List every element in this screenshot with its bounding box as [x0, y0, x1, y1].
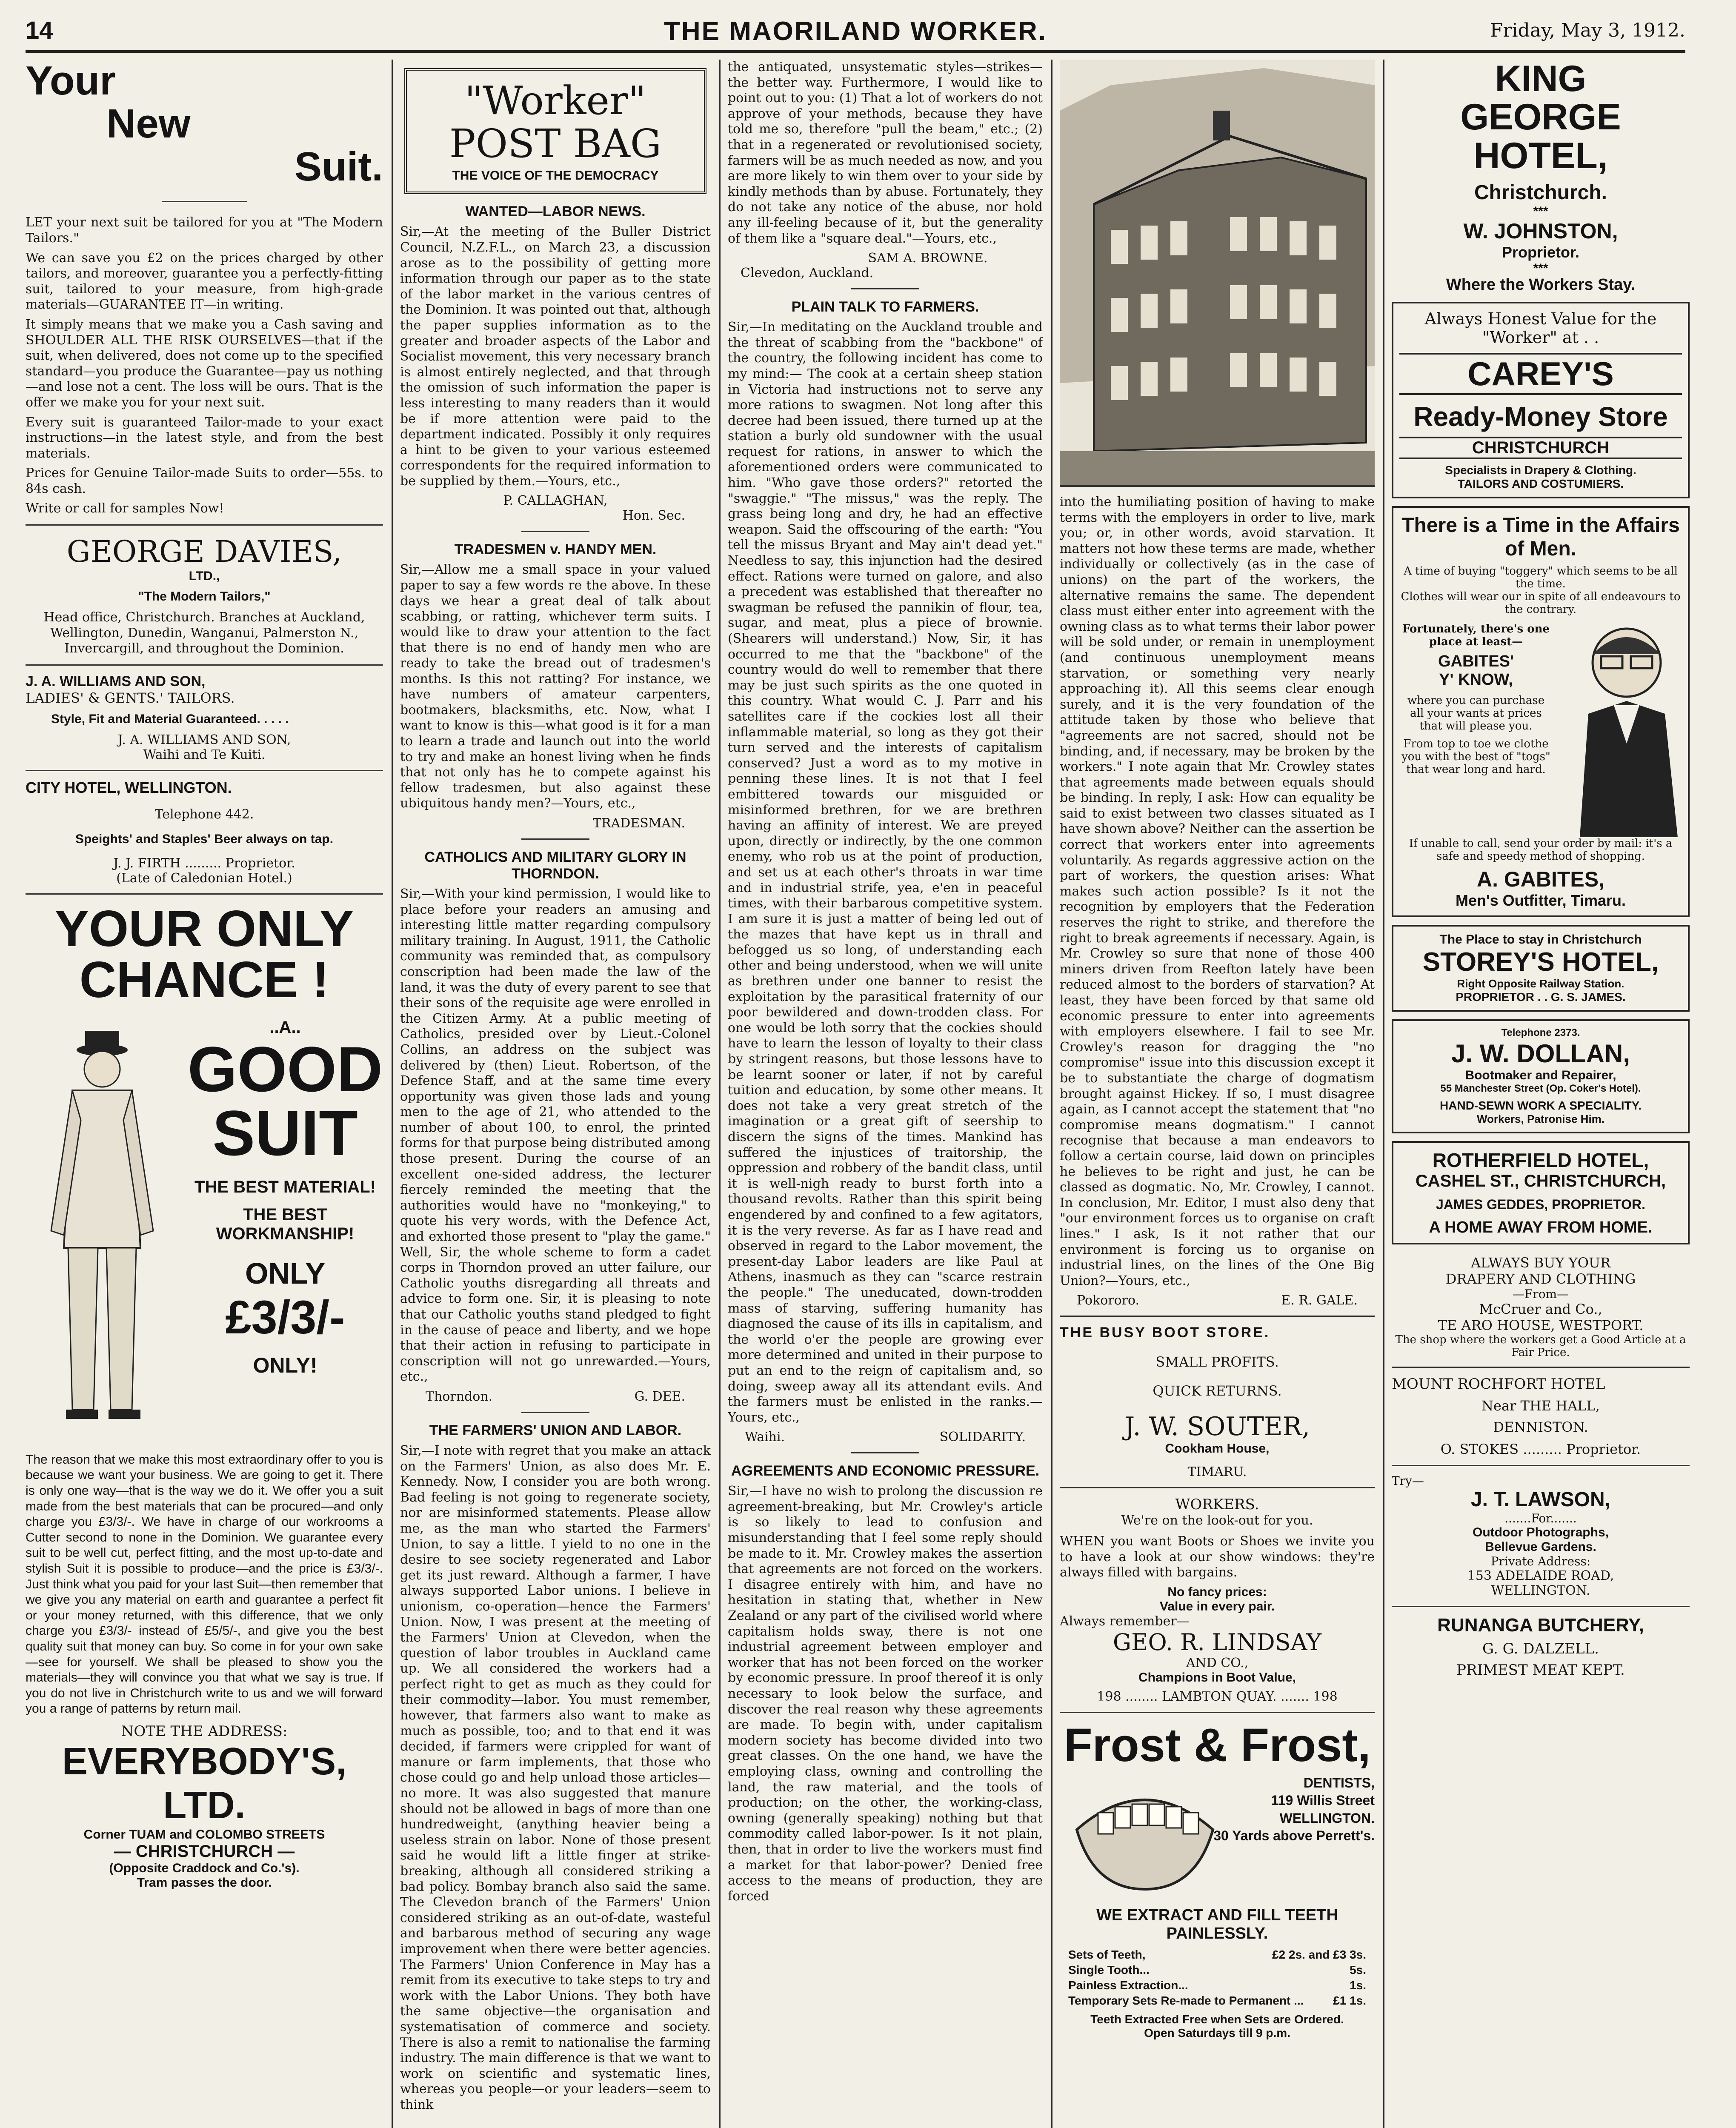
ad-text: Every suit is guaranteed Tailor-made to your exact instructions—in the latest style, and from the best materials. [26, 415, 383, 461]
ad-title: Frost & Frost, [1064, 1719, 1371, 1772]
ad-title: GEO. R. LINDSAY [1113, 1629, 1322, 1656]
ad-text: Write or call for samples Now! [26, 501, 224, 516]
letter-place: Pokororo. [1077, 1293, 1140, 1308]
price-item: Single Tooth... [1068, 1963, 1150, 1976]
ad-text: Value in every pair. [1159, 1599, 1275, 1614]
ad-headline: GOOD [187, 1033, 383, 1105]
ad-text: ONLY! [253, 1353, 317, 1377]
ad-figure-block [26, 1018, 383, 1452]
divider [521, 531, 589, 532]
ad-text: —From— [1512, 1287, 1569, 1301]
ad-text: Open Saturdays till 9 p.m. [1144, 2026, 1290, 2039]
ad-text: WE EXTRACT AND FILL TEETH [1096, 1906, 1338, 1924]
ad-frost-frost [1060, 1721, 1375, 2040]
column-rule [719, 60, 721, 2128]
ad-text: ONLY [245, 1256, 326, 1290]
gentleman-portrait-icon [1563, 616, 1682, 837]
divider [162, 201, 247, 202]
masthead [26, 16, 1685, 53]
hotel-building-illustration [1060, 60, 1375, 485]
ad-text: PROPRIETOR . . G. S. JAMES. [1456, 990, 1626, 1004]
letter [400, 849, 711, 1404]
ad-text: THE BEST MATERIAL! [194, 1177, 376, 1196]
letter [400, 1422, 711, 2113]
ad-text: Corner TUAM and COLOMBO STREETS [83, 1827, 325, 1842]
ad-text: Private Address: [1490, 1554, 1591, 1569]
ad-text: Fortunately, there's one place at least— [1402, 623, 1550, 649]
ad-dollan [1392, 1019, 1690, 1133]
ad-your-only-chance [26, 900, 383, 1890]
letter [728, 1463, 1043, 1904]
ad-city-hotel [26, 779, 383, 886]
ad-text: JAMES GEDDES, PROPRIETOR. [1436, 1197, 1645, 1213]
divider [26, 893, 383, 895]
ad-text: 30 Yards above Perrett's. [1213, 1828, 1375, 1844]
ad-text: ALWAYS BUY YOUR [1470, 1255, 1611, 1271]
ad-text: The reason that we make this most extraordinary offer to you is because we want your business. We are going to get it. There is only one way—that is the way we do it. We offer you a suit made from the best materials that can be procured—and only charge you £3/3/-. We have in charge of our workrooms a Cutter second to none in the Dominion. We guarantee every suit to be well cut, perfect fitting, and the most up-to-date and stylish Suit it is possible to produce—and the price is £3/3/-. Just think what you paid for your last Suit—then remember that we give you any material on earth and guarantee a perfect fit or your money returned, with this difference, that we only charge you £3/3/- instead of £5/5/-, and give you the best quality suit that money can buy. So come in for your own sake—see for yourself. We shall be pleased to show you the materials—they will convince you that what we say is true. If you do not live in Christchurch write to us and we will forward you a range of patterns by return mail. [26, 1452, 383, 1716]
ad-text: Telephone 2373. [1501, 1027, 1580, 1039]
ad-lawson [1392, 1474, 1690, 1598]
ad-title: J. W. SOUTER, [1124, 1412, 1310, 1442]
ad-gabites-body [1399, 616, 1682, 837]
ad-text: Cookham House, [1165, 1442, 1270, 1456]
price-value: £2 2s. and £3 3s. [1272, 1948, 1366, 1961]
section-subtitle: THE VOICE OF THE DEMOCRACY [452, 169, 659, 183]
ad-text: WELLINGTON. [1491, 1583, 1590, 1599]
letter-signature: Hon. Sec. [622, 508, 685, 523]
divider [851, 1452, 919, 1453]
price-row [1060, 1978, 1375, 1993]
column-2 [400, 60, 711, 2128]
ad-text: Proprietor. [1501, 243, 1580, 261]
ad-rotherfield-hotel [1392, 1141, 1690, 1244]
ad-text: A HOME AWAY FROM HOME. [1429, 1218, 1653, 1237]
ad-text: CHRISTCHURCH [1399, 437, 1682, 459]
letter-signature-row [400, 1389, 711, 1404]
price-list [1060, 1947, 1375, 2008]
ad-price: £3/3/- [225, 1291, 345, 1344]
ad-title: GEORGE [1460, 97, 1621, 138]
ad-text: HAND-SEWN WORK A SPECIALITY. [1440, 1099, 1642, 1113]
headline-line: Suit. [295, 143, 383, 189]
ad-title: Y' KNOW, [1439, 671, 1513, 689]
ad-text: (Opposite Craddock and Co.'s). [109, 1861, 300, 1875]
ad-text: LET your next suit be tailored for you at "The Modern Tailors." [26, 215, 383, 246]
ad-subtitle: LTD., [189, 569, 220, 583]
ad-text: WHEN you want Boots or Shoes we invite you to have a look at our show windows: they're always filled with bargains. [1060, 1534, 1375, 1580]
price-item: Painless Extraction... [1068, 1978, 1188, 1992]
letter-body: Sir,—I note with regret that you make an attack on the Farmers' Union, as also does Mr. E. Kennedy. Now, I consider you are both wrong. Bad feeling is not going to regenerate society, nor are misinformed statements. Please allow me, as the man who started the Farmers' Union, to say a little. I yield to no one in the desire to see society regenerated and Labor get its just reward. Although a farmer, I have always supported Labor unions. I believe in unionism, co-operation—hence the Farmers' Union. Now, I was present at the meeting of the Farmers' Union at Clevedon, when the question of labor troubles in Auckland came up. We all considered the workers had a perfect right to get as much as they could for their commodity—labor. You must remember, however, that farmers also want to make as much as possible, too; and to that end it was decided, if farmers were crippled for want of manure or farm implements, that those who chose could go and help unload those articles—no more. It was also suggested that manure should not be allowed in bags of more than one hundredweight, (anything heavier being a useless strain on labor. None of those present said he would lift a little finger at strike-breaking, although all considered striking a bad policy. Bombay branch also said the same. The Clevedon branch of the Farmers' Union considered striking as an out-of-date, wasteful and barbarous method of securing any wage improvement when there were better agencies. The Farmers' Union Conference in May has a remit from its executive to take steps to try and work with the Labor Unions. They both have the same objective—the organisation and systematisation of commerce and society. There is also a remit to nationalise the farming industry. The main difference is that we want to work on scientific and systematic lines, whereas you people—or your leaders—seem to think [400, 1443, 711, 2112]
ad-title: Ready-Money Store [1413, 401, 1668, 432]
letter-heading: CATHOLICS AND MILITARY GLORY IN THORNDON. [424, 849, 686, 882]
ad-title: GABITES' [1438, 652, 1514, 671]
divider [1060, 1712, 1375, 1713]
ad-text: 198 ........ LAMBTON QUAY. ....... 198 [1097, 1689, 1338, 1705]
letter [728, 299, 1043, 1444]
ad-text: Teeth Extracted Free when Sets are Ordered. [1090, 2012, 1344, 2026]
ad-text: (Late of Caledonian Hotel.) [116, 870, 292, 886]
ad-text: *** [1533, 204, 1548, 218]
headline-line: Your [26, 60, 116, 103]
letter-heading: WANTED—LABOR NEWS. [465, 203, 646, 220]
section-title: "Worker" POST BAG [449, 78, 662, 167]
ad-text: G. G. DALZELL. [1482, 1640, 1599, 1658]
ad-text: Waihi and Te Kuiti. [143, 747, 266, 762]
ad-text: NOTE THE ADDRESS: [121, 1722, 288, 1740]
suited-man-icon [34, 1027, 170, 1435]
ad-text: 55 Manchester Street (Op. Coker's Hotel). [1440, 1083, 1641, 1095]
ad-title: RUNANGA BUTCHERY, [1437, 1615, 1644, 1636]
column-4 [1060, 60, 1375, 2128]
ad-text: Near THE HALL, [1481, 1398, 1600, 1414]
ad-williams [26, 673, 383, 762]
ad-title: KING [1495, 60, 1587, 99]
ad-text: AND CO., [1186, 1656, 1249, 1671]
ad-mount-rochfort [1392, 1376, 1690, 1457]
price-value: 1s. [1350, 1978, 1366, 1992]
ad-title: A. GABITES, [1476, 867, 1605, 892]
letter [400, 541, 711, 831]
price-row [1060, 1962, 1375, 1978]
ad-title: CITY HOTEL, WELLINGTON. [26, 778, 232, 796]
ad-text: It simply means that we make you a Cash saving and SHOULDER ALL THE RISK OURSELVES—that if the suit, when delivered, does not come up to the specified standard—you produce the Guarantee—pay us nothing—and lose not a cent. The loss will be ours. That is the offer we make you for your next suit. [26, 317, 383, 410]
ad-headline: SUIT [212, 1097, 358, 1169]
ad-george-davies [26, 534, 383, 657]
ad-text: Telephone 442. [154, 807, 254, 822]
price-row [1060, 1993, 1375, 2008]
ad-title: J. W. DOLLAN, [1451, 1039, 1630, 1068]
ad-text: Tram passes the door. [137, 1875, 272, 1890]
column-rule [1051, 60, 1052, 2128]
ad-text: — CHRISTCHURCH — [114, 1842, 295, 1861]
divider [26, 664, 383, 666]
divider [521, 838, 589, 840]
ad-text: Always Honest Value for the "Worker" at . . [1424, 309, 1657, 347]
letter-signature: SOLIDARITY. [939, 1430, 1026, 1445]
letter-place: Clevedon, Auckland. [741, 266, 874, 281]
divider [521, 1412, 589, 1413]
ad-text: Right Opposite Railway Station. [1457, 977, 1624, 990]
ad-text: DENNISTON. [1493, 1419, 1588, 1436]
ad-text: .......For....... [1504, 1511, 1577, 1526]
ad-title: GEORGE DAVIES, [66, 534, 342, 569]
headline-line: New [106, 100, 191, 146]
price-item: Sets of Teeth, [1068, 1948, 1146, 1961]
ad-storeys-hotel [1392, 925, 1690, 1012]
ad-text: No fancy prices: [1167, 1585, 1267, 1599]
ad-text: Where the Workers Stay. [1446, 275, 1636, 294]
ad-text: WELLINGTON. [1279, 1810, 1375, 1826]
column-3 [728, 60, 1043, 2128]
ad-text: where you can purchase all your wants at prices that will please you. [1407, 694, 1545, 733]
ad-text: Bootmaker and Repairer, [1465, 1068, 1616, 1083]
ad-text: Christchurch. [1474, 181, 1607, 204]
ad-text: Try— [1392, 1474, 1424, 1488]
ad-title: There is a Time in the Affairs of Men. [1401, 514, 1680, 561]
ad-headline: CHANCE ! [79, 951, 329, 1008]
column-1 [26, 60, 383, 2128]
ad-gabites [1392, 506, 1690, 917]
ad-text: W. JOHNSTON, [1463, 219, 1618, 243]
ad-text: Always remember— [1060, 1614, 1190, 1629]
price-value: £1 1s. [1333, 1994, 1366, 2007]
ad-title: HOTEL, [1473, 135, 1608, 176]
letter [400, 203, 711, 523]
ad-text: PAINLESSLY. [1166, 1924, 1268, 1942]
price-item: Temporary Sets Re-made to Permanent ... [1068, 1994, 1304, 2007]
letter-body: Sir,—With your kind permission, I would like to place before your readers an amusing and interesting little matter regarding compulsory military training. In August, 1911, the Catholic community was reminded that, as compulsory conscription had been made the law of the land, it was the duty of every parent to see that their sons of the requisite age were enrolled in the Citizen Army. At a public meeting of Catholics, presided over by Lieut.-Colonel Collins, an address on the subject was delivered by (then) Lieut. Robertson, of the Defence Staff, and at the same time every opportunity was given those lads and young men to the age of 21, who attended to the number of about 100, to enrol, the printed forms for that purpose being distributed among those present. During the course of an excellent one-sided address, the lecturer fiercely reminded the meeting that the authorities would have no "monkeying," to quote his very words, with the Defence Act, and exhorted those present to "play the game." Well, Sir, the whole scheme to form a cadet corps in Thorndon proved an utter failure, our Catholic youths disregarding all threats and advice to form one. Sir, it is pleasing to note that our Catholic youths stand pledged to fight in the cause of peace and liberty, and we hope that their action in refusing to participate in conscription will not go unrewarded.—Yours, etc., [400, 886, 711, 1384]
ad-text: Men's Outfitter, Timaru. [1456, 892, 1626, 910]
letter-signature: TRADESMAN. [592, 815, 685, 831]
ad-store-name: EVERYBODY'S, LTD. [62, 1740, 347, 1827]
issue-date: Friday, May 3, 1912. [1490, 20, 1685, 41]
ad-king-george-hotel [1392, 60, 1690, 294]
ad-title: J. T. LAWSON, [1470, 1488, 1611, 1511]
column-5 [1392, 60, 1690, 2128]
dentures-icon [1068, 1779, 1221, 1898]
column-rule [1383, 60, 1384, 2128]
page-number: 14 [26, 17, 53, 44]
divider [1060, 1487, 1375, 1488]
ad-text: Clothes will wear our in spite of all endeavours to the contrary. [1401, 590, 1681, 616]
ad-text: SMALL PROFITS. [1155, 1354, 1279, 1370]
letter-heading: THE FARMERS' UNION AND LABOR. [429, 1422, 682, 1439]
ad-text: Speights' and Staples' Beer always on tap. [75, 832, 334, 846]
ad-text: Style, Fit and Material Guaranteed. . . . . [51, 712, 289, 726]
ad-text: Bellevue Gardens. [1485, 1540, 1596, 1554]
ad-text: CASHEL ST., CHRISTCHURCH, [1415, 1172, 1666, 1191]
ad-dentist-block [1060, 1770, 1375, 1906]
letter-body: Sir,—Allow me a small space in your valued paper to say a few words re the above. In these days we hear a great deal of talk about scabbing, or ratting, whichever term suits. I would like to draw your attention to the fact that there is no end of handy men who are ready to take the bread out of tradesmen's months. Is this not ratting? For instance, we have numbers of amateur carpenters, bootmakers, blacksmiths, etc. Now, what I want to know is this—what good is it for a man to learn a trade and launch out into the world to try and make an honest living when he finds that not only has he to compete against his fellow tradesmen, but also against these ubiquitous handy men?—Yours, etc., [400, 562, 711, 811]
letter-body: into the humiliating position of having to make terms with the employers in order to live, mark you; or, in other words, avoid starvation. It matters not how these terms are made, whether individually or collectively (as in the case of unions) on the part of the workers, the alternative remains the same. The dependent class must either enter into agreement with the owning class as to what terms their labor power will be sold under, or remain in unemployment (and continuous unemployment means starvation, or something very nearly approaching it). All this seems clear enough surely, and it is the very foundation of the attitude taken by those who believe that "agreements are not sacred, should not be binding, and, if necessary, may be broken by the workers." I note again that Mr. Crowley states that agreements made between equals should be binding. In reply, I ask: How can equality be said to exist between two classes situated as I have shown above? Neither can the assertion be correct that workers enter into agreements voluntarily. As regards aggressive action on the part of workers, the question arises: What makes such action possible? Is it not the recognition by employers that the Federation reserves the right to strike, and therefore the right to break agreements if necessary. Again, is Mr. Crowley so sure that none of those 400 miners driven from Reefton lately have been reduced almost to the borders of starvation? At least, they have been forced by that same old economic pressure to enter into agreements with employers elsewhere. I fail to see Mr. Crowley's reason for dragging the "no compromise" issue into this discussion except it be to substantiate the charge of dogmatism brought against Hickey. If so, I must disagree again, as I cannot accept the statement that "no compromise means dogmatism." I cannot recognise that because a man endeavors to follow a certain course, laid down on principles he believes to be right and just, he can be classed as dogmatic. No, Mr. Crowley, I cannot. In conclusion, Mr. Editor, I must also deny that "our environment forces us to organise on craft lines." I ask, Is it not rather that our environment is forcing us to organise on industrial lines, on the lines of the One Big Union?—Yours, etc., [1060, 495, 1375, 1288]
ad-text: TIMARU. [1187, 1464, 1247, 1480]
ad-careys [1392, 302, 1690, 498]
post-bag-banner [404, 68, 706, 194]
ad-text: THE BEST WORKMANSHIP! [216, 1205, 355, 1243]
ad-lindsay [1060, 1496, 1375, 1704]
column-rule [392, 60, 393, 2128]
ad-text: Specialists in Drapery & Clothing. [1445, 463, 1636, 477]
ad-text: The shop where the workers get a Good Article at a Fair Price. [1395, 1333, 1686, 1359]
ad-text: DENTISTS, [1303, 1775, 1375, 1790]
ad-text: O. STOKES ......... Proprietor. [1440, 1441, 1641, 1458]
ad-tagline: "The Modern Tailors," [138, 589, 271, 604]
letter-heading: PLAIN TALK TO FARMERS. [791, 299, 979, 315]
ad-text: 153 ADELAIDE ROAD, [1467, 1568, 1614, 1584]
ad-title: STOREY'S HOTEL, [1422, 947, 1659, 977]
ad-title: J. A. WILLIAMS AND SON, [26, 673, 206, 689]
ad-text: The Place to stay in Christchurch [1439, 932, 1642, 947]
ad-text: ..A.. [269, 1018, 301, 1037]
ad-text: PRIMEST MEAT KEPT. [1456, 1662, 1625, 1679]
letter-signature: G. DEE. [634, 1389, 685, 1404]
ad-text: 119 Willis Street [1271, 1793, 1375, 1808]
letter-signature: E. R. GALE. [1281, 1293, 1358, 1308]
ad-mccruer [1392, 1255, 1690, 1359]
ad-headline [26, 60, 383, 188]
newspaper-title: THE MAORILAND WORKER. [664, 17, 1047, 46]
ad-title: CAREY'S [1399, 353, 1682, 395]
ad-text: TE ARO HOUSE, WESTPORT. [1438, 1317, 1644, 1334]
divider [851, 288, 919, 289]
price-row [1060, 1947, 1375, 1962]
ad-text: From top to toe we clothe you with the best of "togs" that wear long and hard. [1401, 738, 1550, 776]
letter-signature: SAM A. BROWNE. [868, 251, 988, 266]
letter-body: Sir,—I have no wish to prolong the discussion re agreement-breaking, but Mr. Crowley's article is so likely to lead to confusion and misunderstanding that I feel some reply should be made to it. Mr. Crowley makes the assertion that agreements are not forced on the workers. I disagree entirely with him, and have no hesitation in stating that, whether in New Zealand or any part of the civilised world where capitalism holds sway, there is not one industrial agreement between employer and worker that has not been forced on the worker by economic pressure. In proof thereof it is only necessary to look below the surface, and discover the real reason why these agreements are made. To begin with, under capitalism modern society has become divided into two great classes. On the one hand, we have the employing class, owning and controlling the land, the raw material, and the tools of production; on the other, the working-class, owning (generally speaking) nothing but that commodity called labor-power. Is it not plain, then, that in order to live the workers must find a market for that labor-power? Denied free access to the means of production, they are forced [728, 1484, 1043, 1904]
ad-title: WORKERS. [1175, 1496, 1259, 1513]
ad-text: J. A. WILLIAMS AND SON, [117, 732, 291, 747]
ad-title: THE BUSY BOOT STORE. [1060, 1324, 1270, 1341]
ad-text: Prices for Genuine Tailor-made Suits to order—55s. to 84s cash. [26, 466, 383, 496]
dentist-address [1213, 1774, 1375, 1845]
ad-subtitle: LADIES' & GENTS.' TAILORS. [26, 689, 235, 706]
ad-text: Workers, Patronise Him. [1476, 1113, 1605, 1126]
ad-text: If unable to call, send your order by mail: it's a safe and speedy method of shopping. [1409, 837, 1673, 863]
ad-title: MOUNT ROCHFORT HOTEL [1392, 1376, 1605, 1393]
letter-place: Thorndon. [426, 1389, 493, 1404]
letter-signature-row [1060, 1293, 1375, 1308]
ad-your-new-suit [26, 60, 383, 517]
letter-heading: TRADESMEN v. HANDY MEN. [454, 541, 657, 558]
ad-runanga-butchery [1392, 1615, 1690, 1679]
divider [1060, 1316, 1375, 1317]
divider [1392, 1367, 1690, 1368]
ad-text: We can save you £2 on the prices charged by other tailors, and moreover, guarantee you a perfectly-fitting suit, tailored to your measure, from high-grade materials—GUARANTEE IT—in writing. [26, 250, 383, 312]
divider [1392, 1465, 1690, 1466]
ad-text: A time of buying "toggery" which seems to be all the time. [1404, 565, 1678, 591]
ad-text: We're on the look-out for you. [1121, 1513, 1313, 1528]
ad-text: Outdoor Photographs, [1473, 1525, 1609, 1540]
ad-offer-block [187, 1018, 383, 1378]
ad-text: McCruer and Co., [1479, 1301, 1602, 1318]
gabites-text [1399, 623, 1553, 776]
ad-text: Champions in Boot Value, [1138, 1670, 1296, 1685]
letter-signature: P. CALLAGHAN, [503, 493, 608, 509]
ad-text: J. J. FIRTH ......... Proprietor. [113, 855, 295, 871]
letter-body: Sir,—At the meeting of the Buller District Council, N.Z.F.L., on March 23, a discussion arose as to the possibility of getting more information through our paper as to the state of the labor market in the various centres of the Dominion. It was pointed out that, although the paper supplies information as to the greater and broader aspects of the Labor and Socialist movement, this very necessary branch is almost entirely neglected, and that through the omission of such information the paper is less interesting to many readers than it would be if more attention were paid to the department indicated. Possibly it only requires a hint to be given to your various esteemed correspondents for the required information to be supplied by them.—Yours, etc., [400, 224, 711, 489]
letter-heading: AGREEMENTS AND ECONOMIC PRESSURE. [731, 1463, 1040, 1479]
ad-busy-boot-store [1060, 1324, 1375, 1479]
ad-headline: YOUR ONLY [54, 900, 354, 957]
ad-text: *** [1533, 261, 1548, 275]
letter-signature-row [728, 1430, 1043, 1444]
letter-body: the antiquated, unsystematic styles—strikes—the better way. Furthermore, I would like to point out to you: (1) That a lot of workers do not approve of your methods, because they have told me so, therefore "pull the beam," etc.; (2) that in a regenerated or revolutionised society, farmers will be as much needed as now, and you are more likely to win them over to your side by kindly methods than by abuse. Fortunately, they do not take any notice of the abuse, nor hold any ill-feeling because of it, but the generality of them like a "square deal."—Yours, etc., [728, 60, 1043, 246]
ad-title: ROTHERFIELD HOTEL, [1432, 1149, 1649, 1172]
divider [1392, 1606, 1690, 1607]
letter-place: Waihi. [745, 1430, 785, 1445]
ad-text: TAILORS AND COSTUMIERS. [1457, 477, 1624, 490]
ad-text: DRAPERY AND CLOTHING [1445, 1271, 1636, 1287]
divider [26, 524, 383, 526]
ad-text: QUICK RETURNS. [1153, 1383, 1282, 1399]
ad-text: Head office, Christchurch. Branches at Auckland, Wellington, Dunedin, Wanganui, Palmerston N., Invercargill, and throughout the Dominion. [43, 610, 365, 656]
divider [1060, 485, 1375, 487]
price-value: 5s. [1350, 1963, 1366, 1976]
divider [26, 770, 383, 771]
letter-body: Sir,—In meditating on the Auckland trouble and the threat of scabbing from the "backbone" of the country, the following incident has come to my mind:— The cook at a certain sheep station in Victoria had instructions not to serve any more rations to swagmen. Not long after this decree had been issued, there turned up at the station a burly old sundowner with the usual request for rations, in answer to which the aforementioned orders were communicated to him. "Who gave those orders?" retorted the "swaggie." "The missus," was the reply. The grass being long and dry, he had an effective weapon. Said the offscouring of the earth: "You tell the missus Bryant and May ain't dead yet." Needless to say, this injunction had the desired effect. Rations were turned on galore, and also a precedent was established that thereafter no swagman be refused the pannikin of flour, tea, sugar, and meat, plus a piece of brownie. (Shearers will understand.) Now, Sir, it has occurred to me that the "backbone" of the country would do well to remember that there may be just such spirits as the one quoted in this country. What would C. J. Parr and his satellites care if the cockies lost all their inflammable material, so long as they got their turn served and the interests of capitalism conserved? Just a word as to my motive in penning these lines. It is not that I feel embittered towards our misguided or misinformed brethren, for we are brethren having an affinity of interest. We are preyed upon, directly or indirectly, by the one common enemy, who rob us at the point of production, and set us at each other's throats in war time and in industrial strife, yea, e'en in peaceful times, with their barbarous competitive system. I am sure it is just a matter of being led out of the mazes that have kept us in thrall and befogged us so long, of understanding each other and being understood, when we will unite as brethren under one banner to resist the exploitation by the parasitical fraternity of our poor bewildered and down-trodden class. For one would be loth sorry that the cockies should have to learn the lesson of loyalty to their class by stringent reasons, but those lessons have to be learnt sooner or later, if not by careful tuition and education, by some other means. It does not take a very great stretch of the imagination or a great gift of seership to discern the signs of the times. Mankind has suffered the injustices of traitorship, the oppression and robbery of the bandit class, until it is well-nigh ready to burst forth into a thousand revolts. Rather than this spirit being engendered by and confined to a few agitators, it is the very reverse. As far as I have read and observed in regard to the Labor movement, the present-day Labor leaders are like Paul at Athens, inasmuch as they can "scarce restrain the people." The uneducated, down-trodden mass of starving, suffering humanity has diagnosed the cause of its ills in capitalism, and the world o'er the people are growing ever more determined and united in their purpose to put an end to the reign of capitalism and, so doing, sweep away all its attendant evils. And the farmers must be enlisted in the ranks.—Yours, etc., [728, 320, 1043, 1425]
